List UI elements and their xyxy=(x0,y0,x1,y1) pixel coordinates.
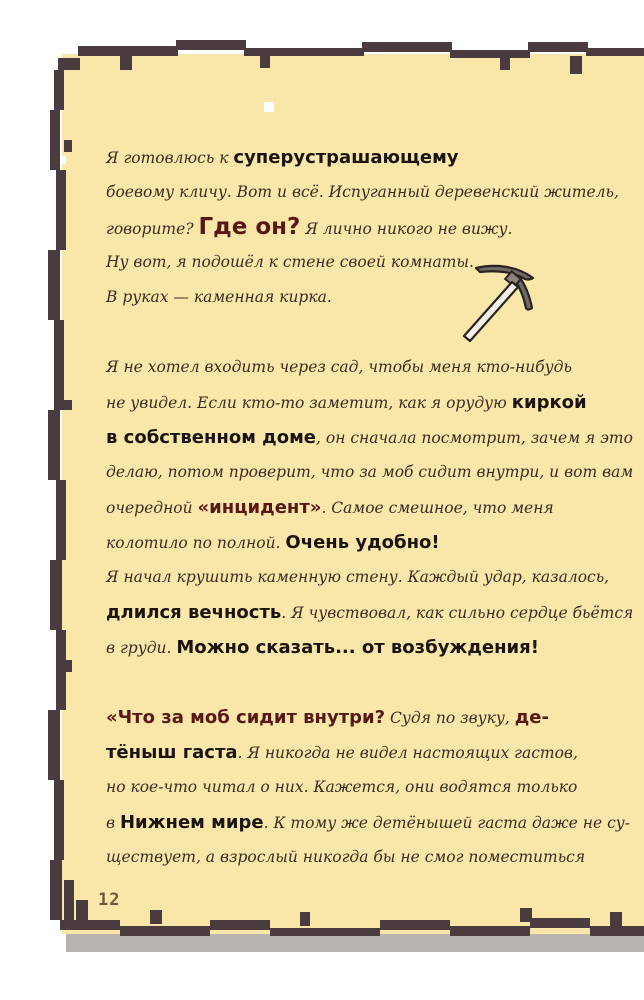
emphasis-run: «инцидент» xyxy=(197,497,322,518)
text-line xyxy=(106,455,634,490)
emphasis-run: тёныш гаста xyxy=(106,742,238,763)
text-run: Я не хотел входить через сад, чтобы меня кто-нибудь xyxy=(106,358,572,376)
text-line xyxy=(106,700,606,735)
text-line xyxy=(106,350,606,385)
text-run: . Я чувствовал, как сильно сердце бьётся xyxy=(281,604,634,622)
text-run: но кое-что читал о них. Кажется, они водятся только xyxy=(106,778,578,796)
emphasis-run: киркой xyxy=(511,392,587,413)
text-run: Судя по звуку, xyxy=(385,709,515,727)
page-number: 12 xyxy=(98,890,121,910)
text-line xyxy=(106,840,606,875)
text-line xyxy=(106,770,606,805)
text-line xyxy=(106,630,606,665)
text-run: ществует, а взрослый никогда бы не смог поместиться xyxy=(106,848,586,866)
emphasis-run: де- xyxy=(514,707,549,728)
text-run: Ну вот, я подошёл к стене своей комнаты. xyxy=(106,253,474,271)
text-run: Я лично никого не вижу. xyxy=(300,220,513,238)
text-run: . К тому же детёнышей гаста даже не су- xyxy=(263,814,630,832)
text-run: В руках — каменная кирка. xyxy=(106,288,332,306)
emphasis-run: Очень удобно! xyxy=(285,532,440,553)
emphasis-run: в собственном доме xyxy=(106,427,317,448)
text-line xyxy=(106,175,619,210)
emphasis-run: длился вечность xyxy=(106,602,282,623)
text-run: . Самое смешное, что меня xyxy=(321,499,554,517)
text-line xyxy=(106,525,606,560)
text-run: Я начал крушить каменную стену. Каждый удар, казалось, xyxy=(106,568,610,586)
text-line xyxy=(106,490,606,525)
text-line xyxy=(106,735,606,770)
body-text xyxy=(106,140,634,875)
text-run: Я готовлюсь к xyxy=(106,149,234,167)
emphasis-run: «Что за моб сидит внутри? xyxy=(106,707,386,728)
text-run: в xyxy=(106,814,120,832)
text-line xyxy=(106,595,634,630)
text-run: в груди. xyxy=(106,639,177,657)
text-line xyxy=(106,560,610,595)
text-line xyxy=(106,245,606,280)
text-line xyxy=(106,210,606,245)
text-line xyxy=(106,385,606,420)
text-line xyxy=(106,280,606,315)
text-run: очередной xyxy=(106,499,198,517)
text-run: делаю, потом проверит, что за моб сидит внутри, и вот вам xyxy=(106,463,634,481)
text-run: говорите? xyxy=(106,220,199,238)
paragraph-gap xyxy=(106,665,606,700)
text-run: . Я никогда не видел настоящих гастов, xyxy=(237,744,578,762)
paragraph-gap xyxy=(106,315,606,350)
text-line xyxy=(106,140,606,175)
emphasis-run: Можно сказать... от возбуждения! xyxy=(176,637,539,658)
text-line xyxy=(106,420,633,455)
emphasis-run: Нижнем мире xyxy=(119,812,264,833)
text-run: боевому кличу. Вот и всё. Испуганный деревенский житель, xyxy=(106,183,619,201)
text-run: , он сначала посмотрит, зачем я это xyxy=(316,429,633,447)
text-run: колотило по полной. xyxy=(106,534,286,552)
emphasis-run: суперустрашающему xyxy=(233,147,459,168)
emphasis-run: Где он? xyxy=(198,214,301,240)
text-run: не увидел. Если кто-то заметит, как я орудую xyxy=(106,394,512,412)
text-line xyxy=(106,805,630,840)
